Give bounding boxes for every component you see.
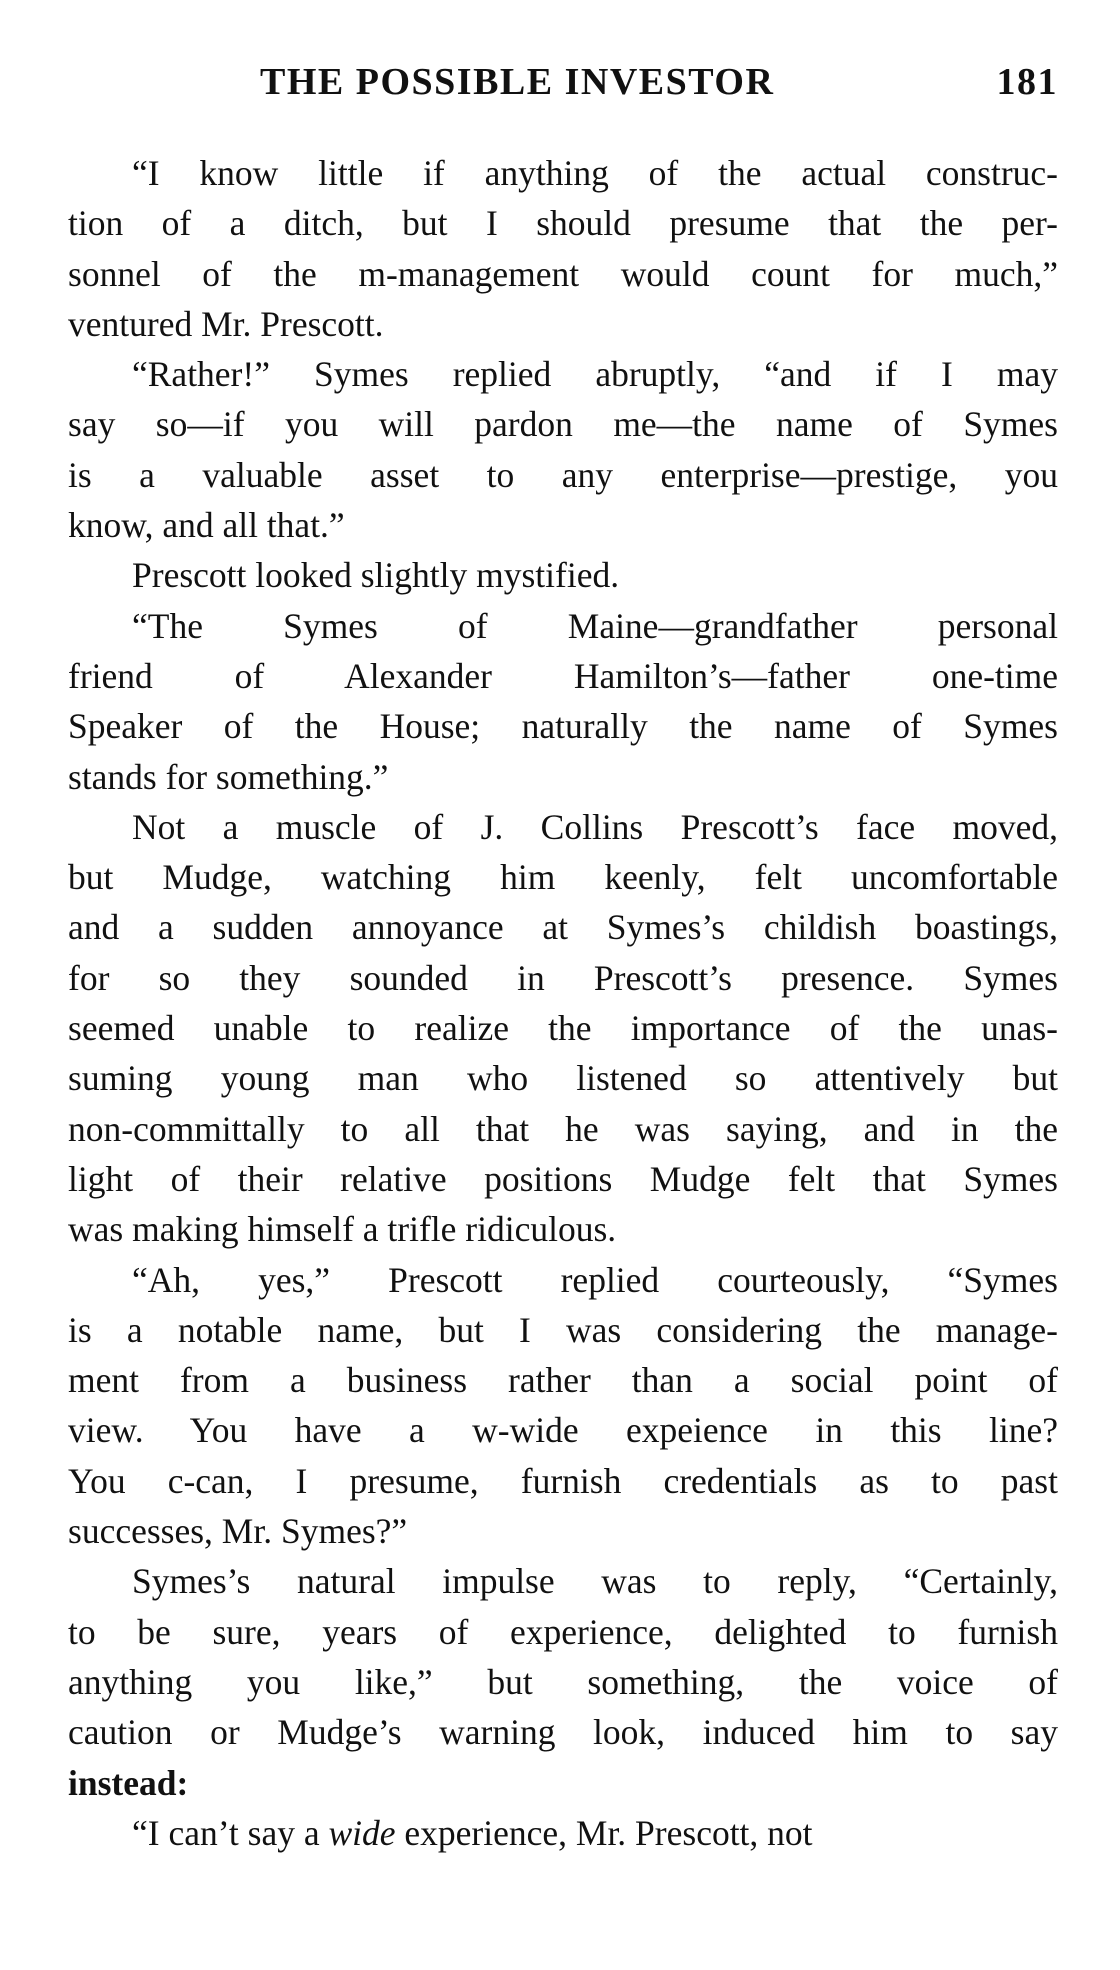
text-line: sonnel of the m-management would count for much,” xyxy=(68,253,1058,294)
text-line: non-committally to all that he was saying, and in the xyxy=(68,1108,1058,1149)
text-line: Speaker of the House; naturally the name of Symes xyxy=(68,706,1058,747)
text-line: ment from a business rather than a social point of xyxy=(68,1360,1058,1401)
book-page xyxy=(68,60,1058,1858)
text-line-last xyxy=(68,1808,1058,1858)
text-line: tion of a ditch, but I should presume that the per- xyxy=(68,203,1058,244)
text-line: was making himself a trifle ridiculous. xyxy=(68,1209,617,1250)
text-line: “Rather!” Symes replied abruptly, “and if I may xyxy=(132,354,1058,395)
body-text xyxy=(68,148,1058,1858)
text-line: “I know little if anything of the actual construc- xyxy=(132,153,1058,193)
text-line: instead: xyxy=(68,1762,189,1803)
text-line: ventured Mr. Prescott. xyxy=(68,303,384,344)
text-line: Symes’s natural impulse was to reply, “Certainly, xyxy=(132,1561,1058,1602)
text-line: seemed unable to realize the importance of the unas- xyxy=(68,1008,1058,1049)
text-line: say so—if you will pardon me—the name of Symes xyxy=(68,404,1058,445)
text-fragment: “I can’t say a xyxy=(132,1812,329,1853)
running-head xyxy=(68,60,1058,120)
text-line: is a valuable asset to any enterprise—prestige, you xyxy=(68,454,1058,495)
text-line: friend of Alexander Hamilton’s—father one-time xyxy=(68,655,1058,696)
text-line: Not a muscle of J. Collins Prescott’s face moved, xyxy=(132,806,1058,847)
text-line: anything you like,” but something, the voice of xyxy=(68,1661,1058,1702)
page-number: 181 xyxy=(996,61,1058,103)
text-line: to be sure, years of experience, delighted to furnish xyxy=(68,1611,1058,1652)
text-line: light of their relative positions Mudge felt that Symes xyxy=(68,1158,1058,1199)
text-line: is a notable name, but I was considering the manage- xyxy=(68,1309,1058,1350)
text-line: view. You have a w-wide expeience in this line? xyxy=(68,1410,1058,1451)
text-line: stands for something.” xyxy=(68,756,389,797)
text-line: know, and all that.” xyxy=(68,505,345,546)
running-title: THE POSSIBLE INVESTOR xyxy=(260,61,775,103)
text-line: but Mudge, watching him keenly, felt uncomfortable xyxy=(68,857,1058,898)
text-line: caution or Mudge’s warning look, induced him to say xyxy=(68,1712,1058,1753)
text-line: successes, Mr. Symes?” xyxy=(68,1511,408,1552)
text-line: for so they sounded in Prescott’s presence. Symes xyxy=(68,957,1058,998)
text-line: and a sudden annoyance at Symes’s childish boastings, xyxy=(68,907,1058,948)
text-line: “Ah, yes,” Prescott replied courteously, “Symes xyxy=(132,1259,1058,1300)
text-line: “The Symes of Maine—grandfather personal xyxy=(132,605,1058,646)
text-line: You c-can, I presume, furnish credentials as to past xyxy=(68,1460,1058,1501)
text-fragment: experience, Mr. Prescott, not xyxy=(395,1812,813,1853)
text-line: suming young man who listened so attentively but xyxy=(68,1058,1058,1099)
emphasis-word: wide xyxy=(328,1812,396,1853)
text-line: Prescott looked slightly mystified. xyxy=(132,555,620,596)
